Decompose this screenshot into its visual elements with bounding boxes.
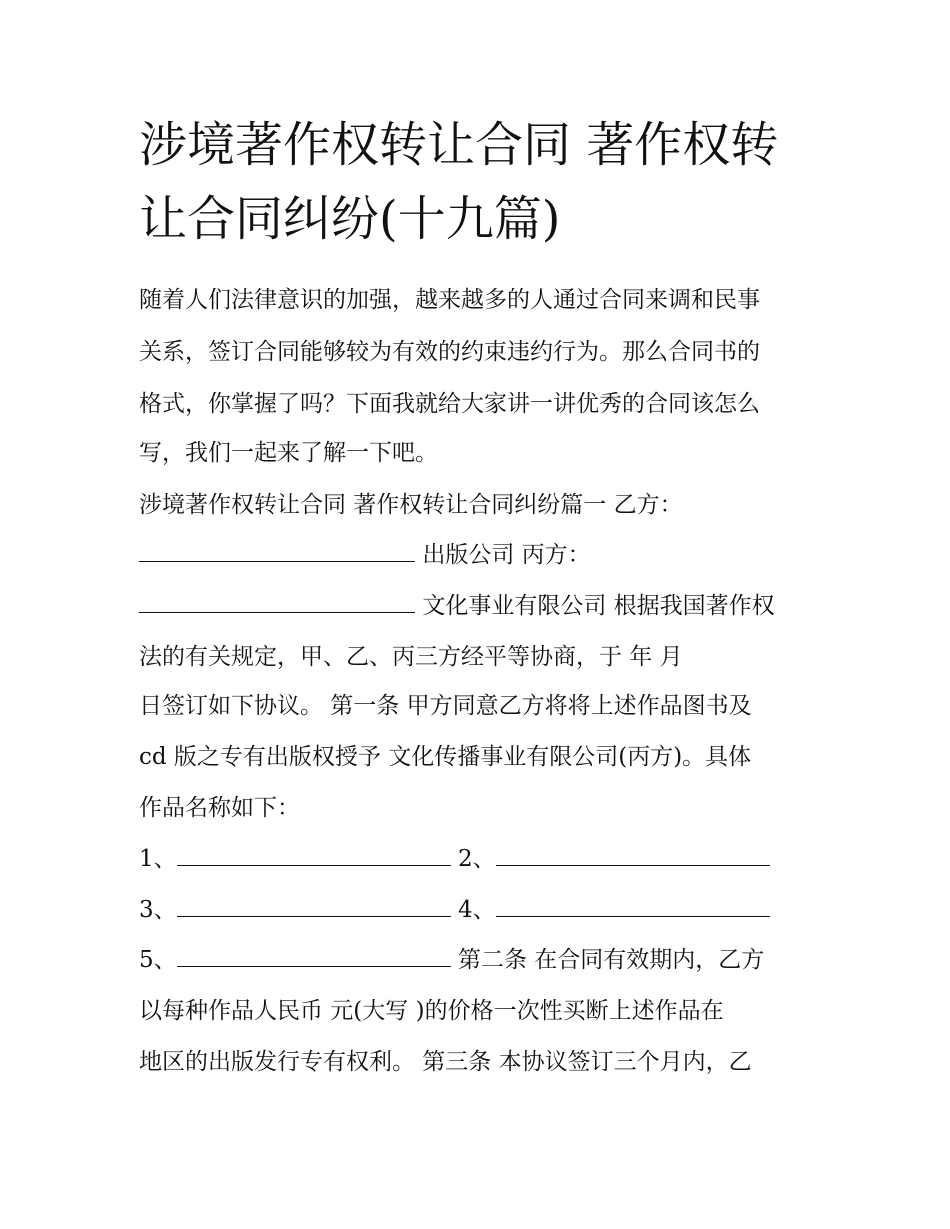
- document-title: 涉境著作权转让合同 著作权转让合同纠纷(十九篇): [139, 117, 779, 247]
- work-item-1-blank: [177, 845, 451, 866]
- publisher-label: 出版公司 丙方：: [422, 542, 591, 568]
- body-line-6: cd 版之专有出版权授予 文化传播事业有限公司(丙方)。具体: [139, 744, 752, 770]
- body-line-2: [139, 539, 591, 571]
- intro-line-2: 关系，签订合同能够较为有效的约束违约行为。那么合同书的: [139, 339, 760, 365]
- work-item-5-number: 5、: [139, 947, 177, 973]
- body-line-4: 法的有关规定，甲、乙、丙三方经平等协商，于 年 月: [139, 644, 683, 670]
- work-list-row-2: [139, 894, 770, 926]
- article-two-label: 第二条 在合同有效期内，乙方: [457, 947, 765, 973]
- work-item-3-number: 3、: [139, 897, 177, 923]
- publisher-blank: [139, 541, 415, 562]
- intro-line-4: 写，我们一起来了解一下吧。: [139, 440, 438, 466]
- work-item-3-blank: [177, 896, 451, 917]
- work-item-2-number: 2、: [457, 846, 496, 872]
- work-item-2-blank: [496, 845, 770, 866]
- work-item-4-number: 4、: [457, 897, 496, 923]
- intro-line-1: 随着人们法律意识的加强，越来越多的人通过合同来调和民事: [139, 287, 760, 313]
- body-line-3: [139, 590, 775, 622]
- work-list-row-3: [139, 944, 764, 976]
- work-item-1-number: 1、: [139, 846, 177, 872]
- body-line-1: 涉境著作权转让合同 著作权转让合同纠纷篇一 乙方：: [139, 492, 683, 518]
- body-line-5: 日签订如下协议。 第一条 甲方同意乙方将将上述作品图书及: [139, 693, 752, 719]
- work-item-5-blank: [177, 946, 451, 967]
- intro-line-3: 格式，你掌握了吗？下面我就给大家讲一讲优秀的合同该怎么: [139, 391, 760, 417]
- work-item-4-blank: [496, 896, 770, 917]
- work-list-row-1: [139, 843, 770, 875]
- company-blank: [139, 592, 415, 613]
- body-line-12: 地区的出版发行专有权利。 第三条 本协议签订三个月内，乙: [139, 1049, 752, 1075]
- body-line-7: 作品名称如下：: [139, 795, 300, 821]
- body-line-11: 以每种作品人民币 元(大写 )的价格一次性买断上述作品在: [139, 998, 724, 1024]
- company-label: 文化事业有限公司 根据我国著作权: [422, 593, 775, 619]
